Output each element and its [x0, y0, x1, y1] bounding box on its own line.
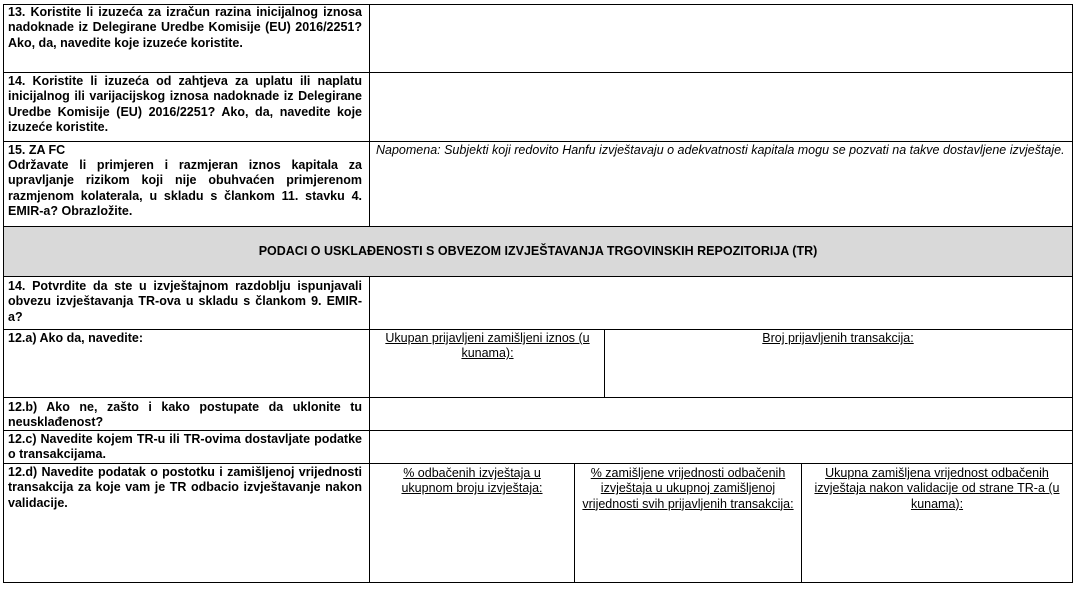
grid-line: [3, 329, 1073, 330]
answer-13-field[interactable]: [370, 5, 1072, 72]
grid-line: [1072, 4, 1073, 583]
question-15-note: Napomena: Subjekti koji redovito Hanfu izvještavaju o adekvatnosti kapitala mogu se pozvati na takve dostavljene izvještaje.: [376, 143, 1065, 157]
grid-line: [604, 329, 605, 397]
grid-line: [574, 463, 575, 583]
question-12d: 12.d) Navedite podatak o postotku i zamišljenoj vrijednosti transakcija za koje vam je TR odbacio izvještavanje nakon validacije.: [8, 465, 362, 510]
answer-12b-field[interactable]: [370, 398, 1072, 430]
question-14-tr-obligation: 14. Potvrdite da ste u izvještajnom razdoblju ispunjavali obvezu izvještavanja TR-ova u skladu s člankom 9. EMIR-a?: [8, 279, 362, 324]
question-15: Održavate li primjeren i razmjeran iznos kapitala za upravljanje rizikom koji nije obuhvaćen primjerenom razmjenom kolaterala, u skladu s člankom 11. stavku 4. EMIR-a? Obrazložite.: [8, 158, 362, 218]
question-12c: 12.c) Navedite kojem TR-u ili TR-ovima dostavljate podatke o transakcijama.: [8, 432, 362, 462]
label-12a-transaction-count: Broj prijavljenih transakcija:: [762, 331, 914, 345]
question-13: 13. Koristite li izuzeća za izračun razina inicijalnog iznosa nadoknade iz Delegirane Uredbe Komisije (EU) 2016/2251? Ako, da, navedite koje izuzeće koristite.: [8, 5, 362, 50]
question-12b: 12.b) Ako ne, zašto i kako postupate da uklonite tu neusklađenost?: [8, 400, 362, 430]
question-12a: 12.a) Ako da, navedite:: [8, 331, 143, 345]
grid-line: [801, 463, 802, 583]
label-12d-rejected-value-share: % zamišljene vrijednosti odbačenih izvještaja u ukupnoj zamišljenoj vrijednosti svih prijavljenih transakcija:: [582, 466, 794, 511]
question-15-title: 15. ZA FC: [8, 143, 66, 157]
grid-line: [3, 226, 1073, 227]
answer-12c-field[interactable]: [370, 431, 1072, 463]
grid-line: [3, 4, 4, 583]
label-12a-total-notional: Ukupan prijavljeni zamišljeni iznos (u kunama):: [385, 331, 590, 361]
grid-line: [3, 582, 1073, 583]
label-12d-rejected-count-share: % odbačenih izvještaja u ukupnom broju izvještaja:: [401, 466, 543, 496]
answer-14-tr-obligation-field[interactable]: [370, 277, 1072, 329]
section-header: PODACI O USKLAĐENOSTI S OBVEZOM IZVJEŠTAVANJA TRGOVINSKIH REPOZITORIJA (TR): [258, 244, 818, 258]
grid-line: [3, 141, 1073, 142]
label-12d-rejected-total-value: Ukupna zamišljena vrijednost odbačenih izvještaja nakon validacije od strane TR-a (u kunama):: [814, 466, 1060, 511]
question-14-exemptions: 14. Koristite li izuzeća od zahtjeva za uplatu ili naplatu inicijalnog ili varijacijskog iznosa nadoknade iz Delegirane Uredbe Komisije (EU) 2016/2251? Ako, da, navedite koje izuzeće koristite.: [8, 74, 362, 134]
answer-14-exemptions-field[interactable]: [370, 73, 1072, 141]
grid-line: [3, 463, 1073, 464]
